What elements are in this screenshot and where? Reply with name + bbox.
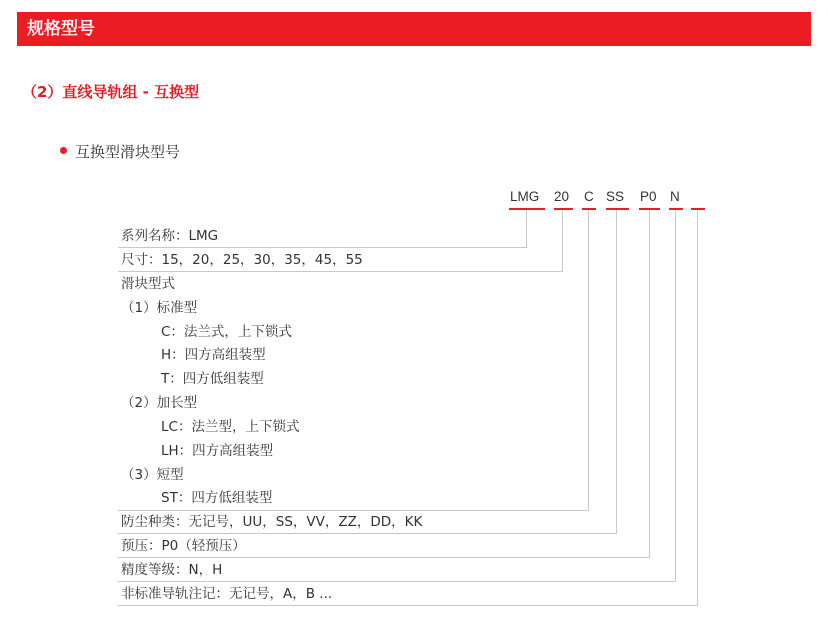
- subsection-title: 互换型滑块型号: [75, 143, 181, 161]
- header-bar: [17, 12, 811, 46]
- legend-type-c: C：法兰式，上下锁式: [161, 324, 292, 340]
- code-underline: [669, 208, 683, 210]
- legend-type-lc: LC：法兰型，上下锁式: [161, 419, 300, 435]
- code-preload: P0: [640, 189, 657, 204]
- bullet-icon: [60, 147, 67, 154]
- code-series: LMG: [510, 189, 540, 204]
- code-size: 20: [554, 189, 570, 204]
- legend-accuracy: 精度等级：N，H: [121, 562, 223, 578]
- legend-short: （3）短型: [121, 467, 184, 483]
- legend-type-t: T：四方低组装型: [161, 371, 264, 387]
- section-title: （2）直线导轨组 - 互换型: [22, 83, 200, 101]
- code-underline: [554, 208, 573, 210]
- connector-line: [588, 210, 589, 510]
- legend-preload: 预压：P0（轻预压）: [121, 538, 246, 554]
- connector-line: [118, 510, 589, 511]
- code-accuracy: N: [670, 189, 680, 204]
- connector-line: [118, 605, 698, 606]
- connector-line: [118, 557, 650, 558]
- connector-line: [118, 533, 617, 534]
- code-underline: [606, 208, 629, 210]
- connector-line: [118, 271, 563, 272]
- legend-type-h: H：四方高组装型: [161, 347, 266, 363]
- legend-size: 尺寸：15，20，25，30，35，45，55: [121, 252, 363, 268]
- connector-line: [562, 210, 563, 271]
- legend-type-st: ST：四方低组装型: [161, 490, 273, 506]
- connector-line: [649, 210, 650, 557]
- connector-line: [118, 581, 676, 582]
- legend-long: （2）加长型: [121, 395, 198, 411]
- legend-series: 系列名称：LMG: [121, 228, 219, 244]
- code-underline: [582, 208, 596, 210]
- legend-dust: 防尘种类：无记号，UU，SS，VV，ZZ，DD，KK: [121, 514, 423, 530]
- code-block-type: C: [584, 189, 594, 204]
- legend-block-type: 滑块型式: [121, 276, 175, 292]
- connector-line: [697, 210, 698, 605]
- connector-line: [675, 210, 676, 581]
- legend-type-lh: LH：四方高组装型: [161, 443, 274, 459]
- subsection-heading: [60, 142, 180, 162]
- legend-nonstandard: 非标准导轨注记：无记号，A，B ...: [121, 586, 333, 602]
- code-dust-type: SS: [606, 189, 625, 204]
- code-underline: [691, 208, 705, 210]
- connector-line: [118, 247, 527, 248]
- connector-line: [616, 210, 617, 533]
- header-title: 规格型号: [27, 19, 95, 39]
- code-underline: [509, 208, 545, 210]
- legend-standard: （1）标准型: [121, 300, 198, 316]
- connector-line: [526, 210, 527, 247]
